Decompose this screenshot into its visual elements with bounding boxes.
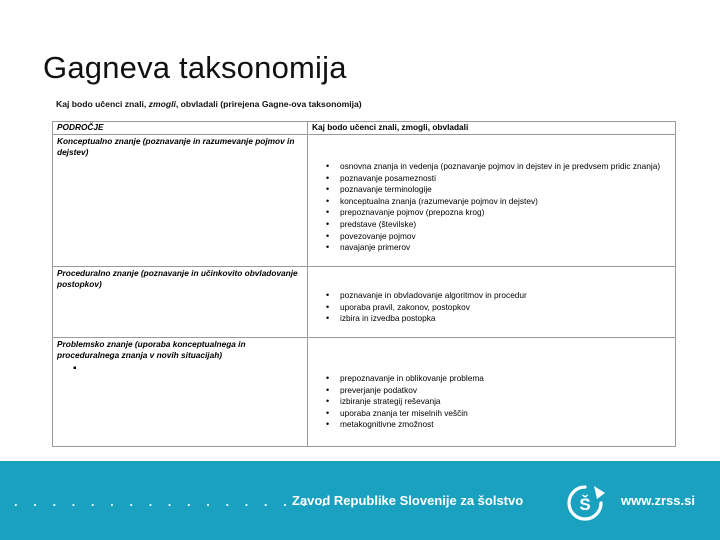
list-item: • poznavanje terminologije (326, 184, 675, 196)
list-item: • poznavanje in obvladovanje algoritmov in procedur (326, 290, 675, 302)
list-item: • predstave (številske) (326, 219, 675, 231)
table-header-row (53, 122, 676, 135)
header-outcomes: Kaj bodo učenci znali, zmogli, obvladali (308, 122, 676, 135)
list-item: • prepoznavanje pojmov (prepozna krog) (326, 207, 675, 219)
header-area: PODROČJE (53, 122, 308, 135)
table-row-conceptual (53, 135, 676, 267)
table-row-procedural (53, 267, 676, 338)
logo-letter: Š (579, 495, 591, 514)
area-cell: Problemsko znanje (uporaba konceptualnega in proceduralnega znanja v novih situacijah) (53, 338, 308, 447)
list-item: • preverjanje podatkov (326, 385, 675, 397)
table-caption (56, 99, 362, 109)
items-cell (308, 267, 676, 338)
list-item: • izbiranje strategij reševanja (326, 396, 675, 408)
list-item: • navajanje primerov (326, 242, 675, 254)
slide-title: Gagneva taksonomija (43, 50, 347, 85)
list-item: • povezovanje pojmov (326, 231, 675, 243)
organization-name: Zavod Republike Slovenije za šolstvo (292, 493, 524, 508)
area-cell: Konceptualno znanje (poznavanje in razumevanje pojmov in dejstev) (53, 135, 308, 267)
table-row-problem (53, 338, 676, 447)
area-cell: Proceduralno znanje (poznavanje in učinkovito obvladovanje postopkov) (53, 267, 308, 338)
items-list (308, 338, 675, 431)
items-list (308, 267, 675, 325)
list-item: • uporaba pravil, zakonov, postopkov (326, 302, 675, 314)
website-url[interactable]: www.zrss.si (621, 493, 695, 508)
caption-part-2: , obvladali (prirejena Gagne-ova taksonomija) (175, 99, 362, 109)
items-cell (308, 135, 676, 267)
caption-italic-word: zmogli (148, 99, 176, 109)
list-item: • metakognitivne zmožnost (326, 419, 675, 431)
caption-part-1: Kaj bodo učenci znali, (56, 99, 149, 109)
footer-band (0, 461, 720, 540)
stray-bullet-mark: ▪ (73, 363, 77, 374)
list-item: • poznavanje posameznosti (326, 173, 675, 185)
footer-dots: . . . . . . . . . . . . . . . . . (14, 494, 332, 509)
list-item: • konceptualna znanja (razumevanje pojmov in dejstev) (326, 196, 675, 208)
list-item: • uporaba znanja ter miselnih veščin (326, 408, 675, 420)
items-list (308, 135, 675, 254)
zrss-logo-icon (561, 483, 609, 523)
list-item: • osnovna znanja in vedenja (poznavanje pojmov in dejstev in je predvsem pridic znanja) (326, 161, 675, 173)
items-cell (308, 338, 676, 447)
list-item: • prepoznavanje in oblikovanje problema (326, 373, 675, 385)
taxonomy-table (52, 121, 676, 447)
list-item: • izbira in izvedba postopka (326, 313, 675, 325)
